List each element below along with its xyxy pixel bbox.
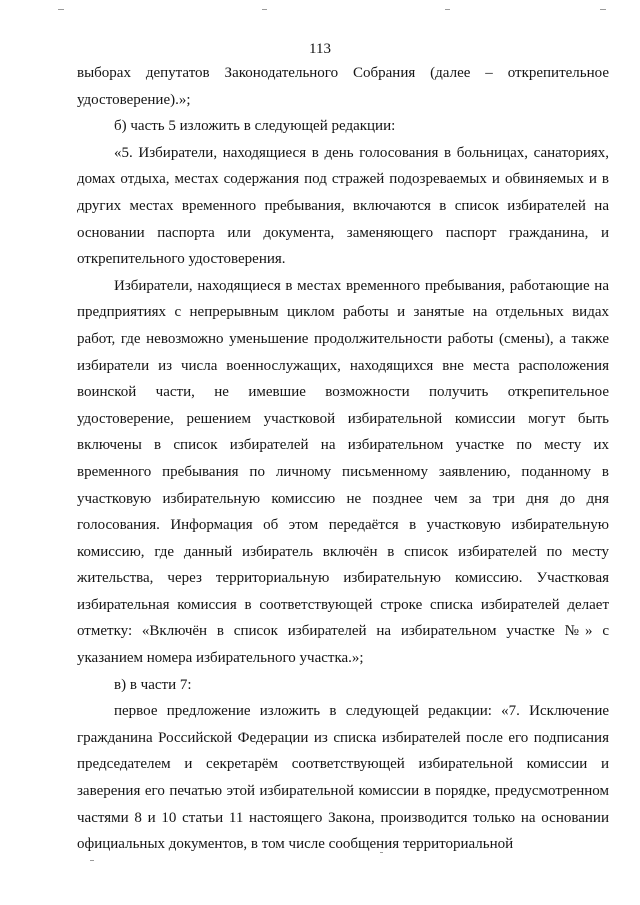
scan-artifact-mark (600, 9, 606, 10)
page-number: 113 (309, 41, 331, 57)
scan-artifact-mark (380, 852, 383, 853)
document-body (77, 60, 609, 858)
scan-artifact-mark (445, 9, 450, 10)
paragraph: в) в части 7: (114, 676, 192, 693)
scan-artifact-mark (90, 860, 94, 861)
scan-artifact-mark (262, 9, 267, 10)
paragraph: выборах депутатов Законодательного Собрания (далее – открепительное удостоверение).»; (77, 65, 609, 108)
paragraph: Избиратели, находящиеся в местах временного пребывания, работающие на предприятиях с непрерывным циклом работы и занятые на отдельных видах работ, где невозможно уменьшение продолжительности работы (смены), а также избиратели из числа военнослужащих, находящихся вне места расположения воинской части, не имевшие возможности получить открепительное удостоверение, решением участковой избирательной комиссии могут быть включены в список избирателей на избирательном участке по месту их временного пребывания по личному письменному заявлению, поданному в участковую избирательную комиссию не позднее чем за три дня до дня голосования. Информация об этом передаётся в участковую избирательную комиссию, где данный избиратель включён в список избирателей по месту жительства, через территориальную избирательную комиссию. Участковая избирательная комиссия в соответствующей строке списка избирателей делает отметку: «Включён в список избирателей на избирательном участке №» с указанием номера избирательного участка.»; (77, 277, 609, 667)
paragraph: первое предложение изложить в следующей редакции: «7. Исключение гражданина Российской Федерации из списка избирателей после его подписания председателем и секретарём соответствующей избирательной комиссии и заверения его печатью этой избирательной комиссии в порядке, предусмотренном частями 8 и 10 статьи 11 настоящего Закона, производится только на основании официальных документов, в том числе сообщения территориальной (77, 703, 609, 853)
scan-artifact-mark (58, 9, 64, 10)
paragraph: б) часть 5 изложить в следующей редакции: (114, 118, 396, 135)
paragraph: «5. Избиратели, находящиеся в день голосования в больницах, санаториях, домах отдыха, местах содержания под стражей подозреваемых и обвиняемых и в других местах временного пребывания, включаются в список избирателей на основании паспорта или документа, заменяющего паспорт гражданина, и открепительного удостоверения. (77, 144, 609, 268)
